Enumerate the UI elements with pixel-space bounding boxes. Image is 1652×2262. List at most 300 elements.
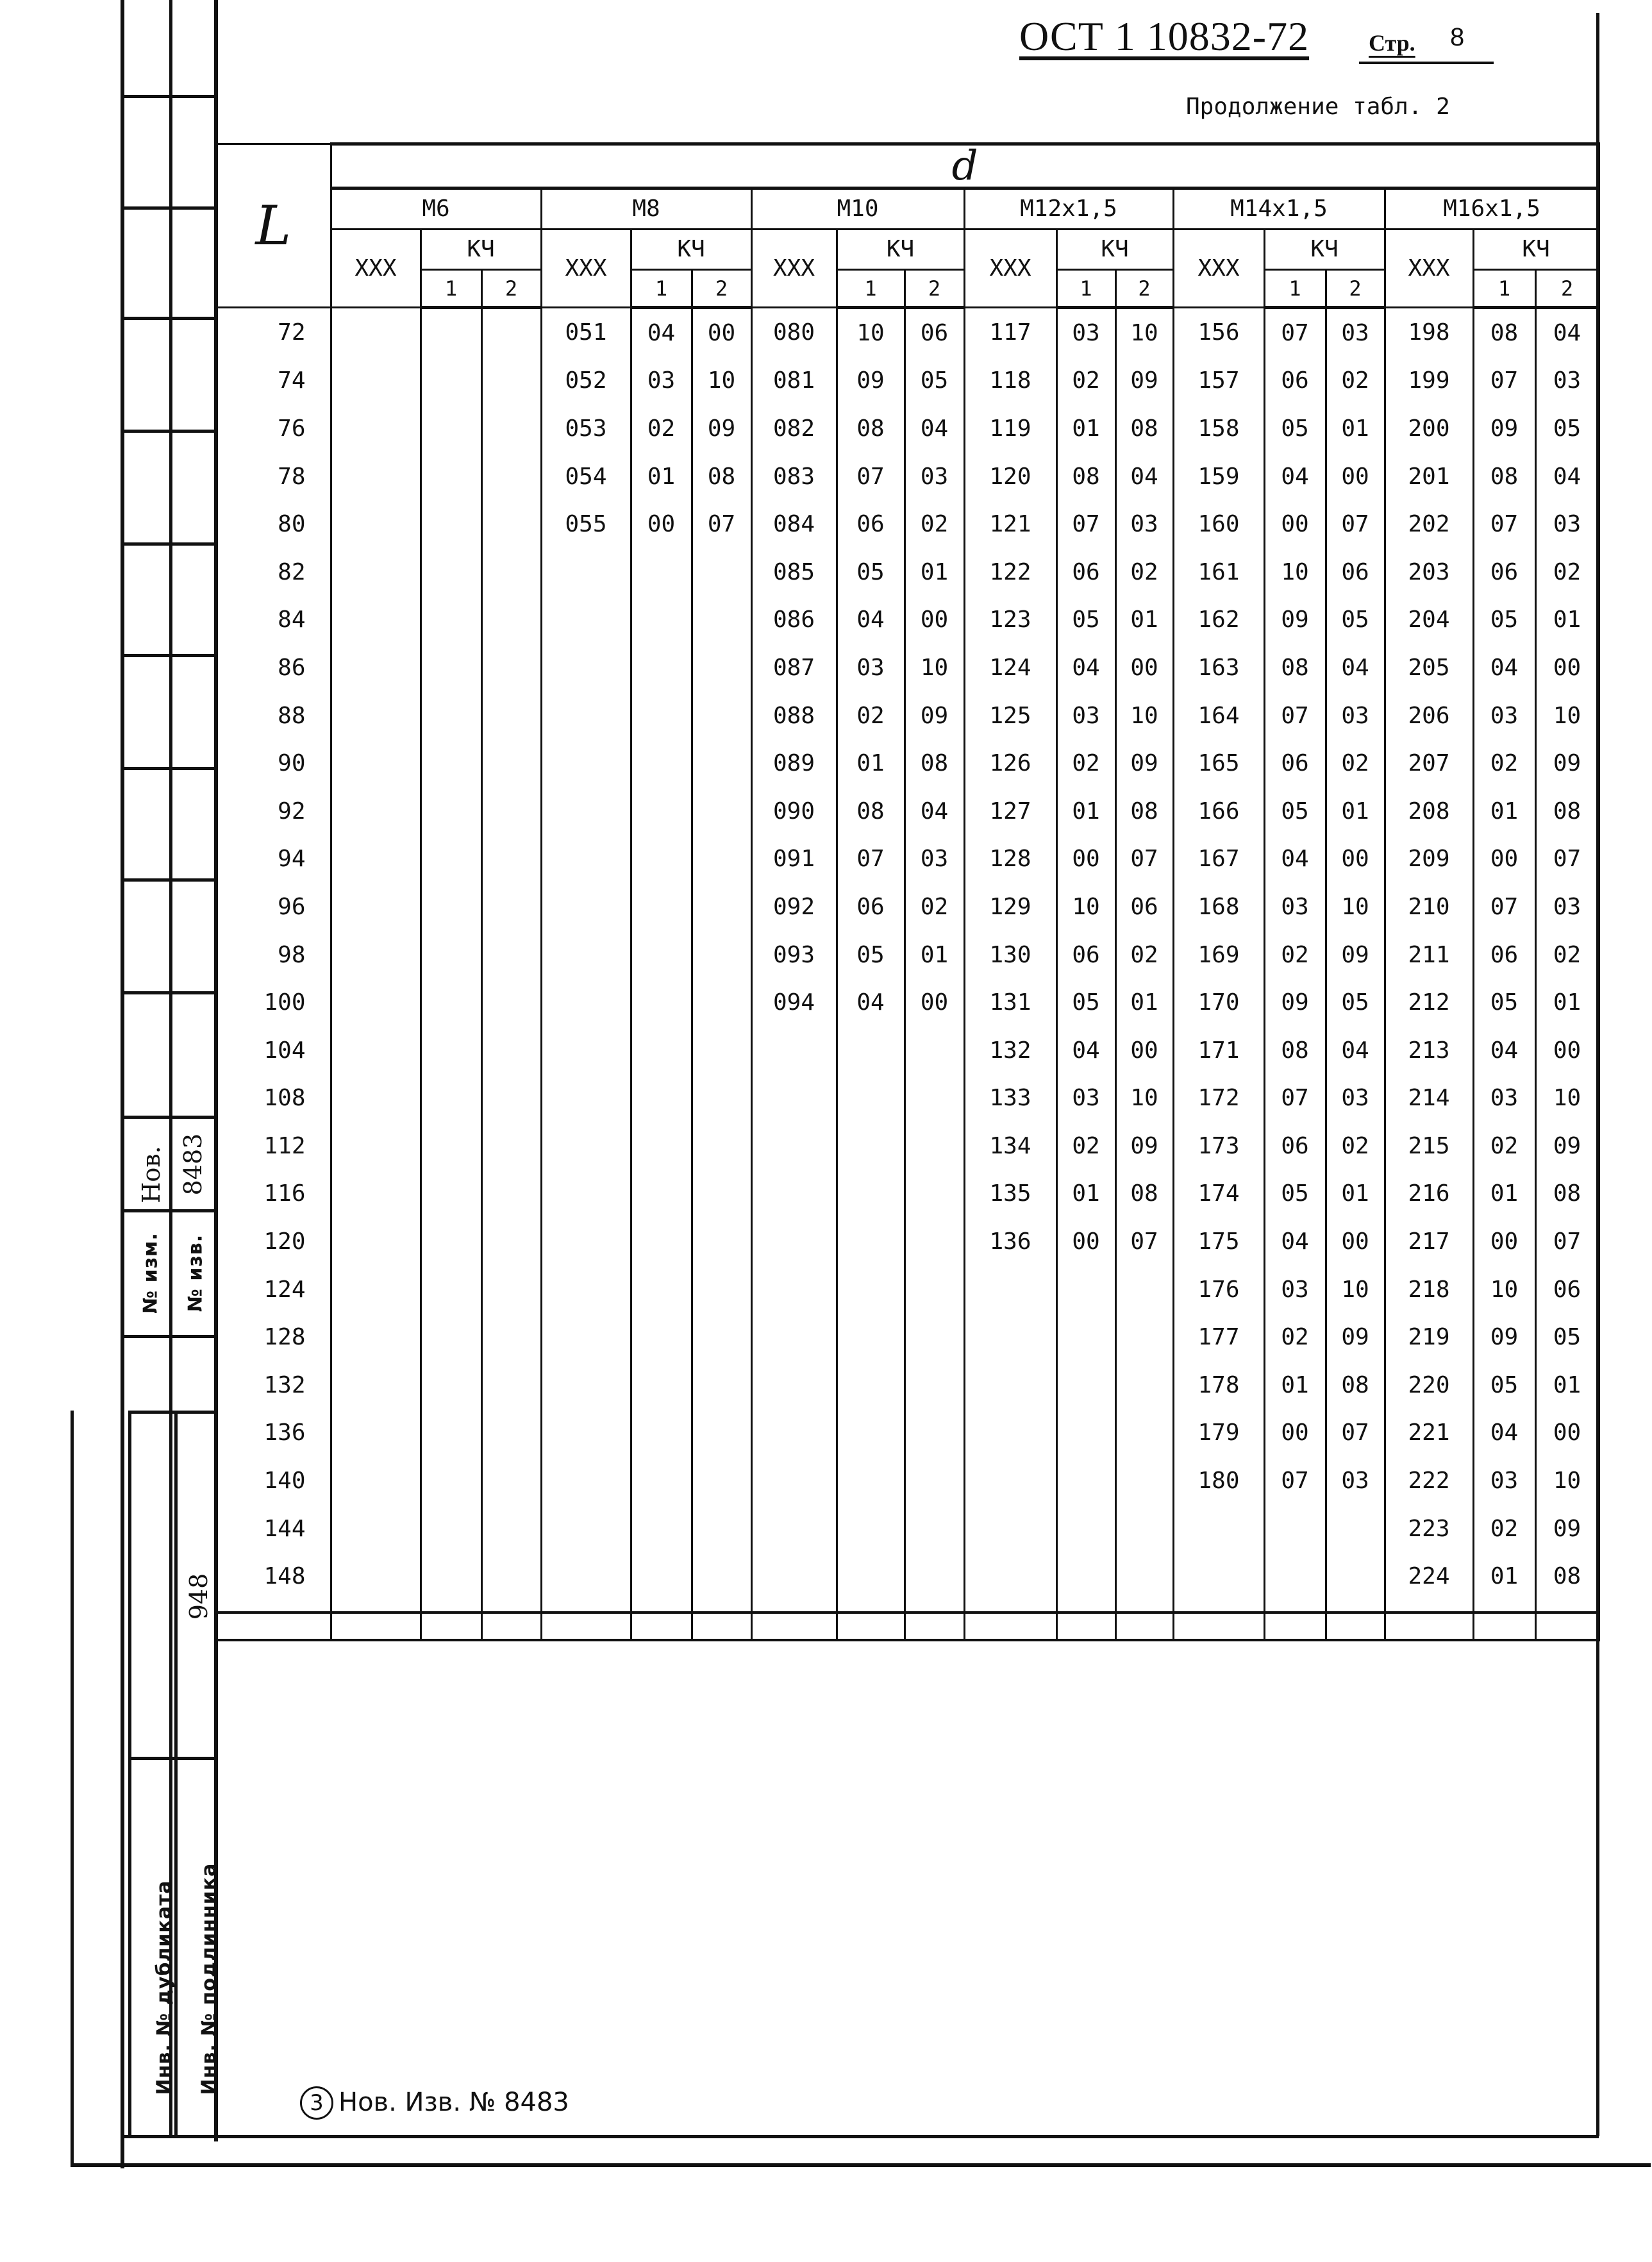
kch2-cell: 06 xyxy=(1115,883,1173,931)
kch1-cell: 04 xyxy=(1473,1026,1535,1075)
kch2-cell xyxy=(1115,1361,1173,1409)
kch1-cell: 06 xyxy=(1264,739,1326,787)
xxx-cell xyxy=(541,1218,631,1266)
kch1-cell: 08 xyxy=(837,787,905,835)
kch2-cell: 02 xyxy=(1115,931,1173,979)
margin-tick xyxy=(121,767,217,770)
kch2-cell: 01 xyxy=(905,548,964,596)
kch2-cell: 01 xyxy=(1115,596,1173,644)
kch1-cell: 03 xyxy=(1473,692,1535,740)
kch2-cell xyxy=(692,931,751,979)
xxx-cell: 054 xyxy=(541,453,631,501)
kch2-cell: 02 xyxy=(1326,1122,1385,1170)
xxx-cell: 134 xyxy=(964,1122,1056,1170)
kch1-cell: 09 xyxy=(837,357,905,405)
revision-note: Нов. Изв. № 8483 xyxy=(338,2088,569,2117)
kch2-cell: 10 xyxy=(1535,1075,1599,1123)
xxx-cell: 200 xyxy=(1385,405,1473,453)
kch2-cell: 00 xyxy=(1535,1026,1599,1075)
margin-box-sep xyxy=(128,1757,218,1760)
kch2-cell: 04 xyxy=(1115,453,1173,501)
kch2-cell: 00 xyxy=(905,596,964,644)
xxx-cell xyxy=(541,596,631,644)
kch2-cell: 00 xyxy=(1535,1409,1599,1457)
table-row xyxy=(217,596,1599,644)
xxx-cell xyxy=(331,1505,421,1553)
kch2-cell xyxy=(905,1026,964,1075)
kch2-cell: 06 xyxy=(1326,548,1385,596)
revision-circle-icon: 3 xyxy=(300,2086,333,2120)
kch2-cell: 10 xyxy=(1326,883,1385,931)
kch2-cell: 01 xyxy=(1326,787,1385,835)
xxx-cell xyxy=(751,1218,837,1266)
xxx-cell: 206 xyxy=(1385,692,1473,740)
xxx-cell: 119 xyxy=(964,405,1056,453)
kch1-cell: 07 xyxy=(1473,500,1535,548)
kch1-cell xyxy=(631,835,692,884)
xxx-cell: 165 xyxy=(1173,739,1264,787)
xxx-cell: 216 xyxy=(1385,1170,1473,1218)
kch2-cell xyxy=(1115,1266,1173,1314)
xxx-cell xyxy=(751,1026,837,1075)
kch2-cell: 03 xyxy=(1326,1457,1385,1505)
xxx-cell: 131 xyxy=(964,978,1056,1026)
kch2-cell xyxy=(481,596,541,644)
xxx-cell xyxy=(331,1313,421,1361)
table-row xyxy=(217,739,1599,787)
kch2-cell: 02 xyxy=(1326,357,1385,405)
xxx-cell xyxy=(541,883,631,931)
kch-col-1: 1 xyxy=(1473,270,1535,308)
kch2-cell: 04 xyxy=(905,405,964,453)
kch2-cell xyxy=(692,739,751,787)
xxx-cell xyxy=(751,1552,837,1600)
kch1-cell xyxy=(1056,1266,1115,1314)
xxx-cell: 123 xyxy=(964,596,1056,644)
kch2-cell xyxy=(905,1075,964,1123)
xxx-cell xyxy=(751,1361,837,1409)
size-header: M10 xyxy=(751,188,964,230)
xxx-cell: 055 xyxy=(541,500,631,548)
kch1-cell xyxy=(631,1122,692,1170)
kch2-cell xyxy=(481,1075,541,1123)
length-cell: 90 xyxy=(217,739,331,787)
kch2-cell xyxy=(905,1170,964,1218)
xxx-cell: 171 xyxy=(1173,1026,1264,1075)
kch1-cell: 01 xyxy=(1473,1552,1535,1600)
kch1-cell: 08 xyxy=(1264,644,1326,692)
xxx-cell: 215 xyxy=(1385,1122,1473,1170)
xxx-cell xyxy=(331,1361,421,1409)
kch2-cell: 08 xyxy=(1115,787,1173,835)
length-cell: 98 xyxy=(217,931,331,979)
kch1-cell: 09 xyxy=(1264,978,1326,1026)
kch2-cell: 00 xyxy=(905,978,964,1026)
kch1-cell: 06 xyxy=(1056,548,1115,596)
xxx-cell: 203 xyxy=(1385,548,1473,596)
kch1-cell xyxy=(421,644,481,692)
kch2-cell: 10 xyxy=(1115,308,1173,357)
xxx-cell: 180 xyxy=(1173,1457,1264,1505)
xxx-cell: 157 xyxy=(1173,357,1264,405)
xxx-cell xyxy=(331,308,421,357)
table-row xyxy=(217,1122,1599,1170)
kch1-cell: 09 xyxy=(1473,405,1535,453)
xxx-cell: 176 xyxy=(1173,1266,1264,1314)
kch1-cell xyxy=(421,1122,481,1170)
kch2-cell xyxy=(481,739,541,787)
kch1-cell xyxy=(1056,1552,1115,1600)
kch1-cell xyxy=(837,1266,905,1314)
xxx-cell: 118 xyxy=(964,357,1056,405)
kch2-cell: 03 xyxy=(1326,692,1385,740)
xxx-cell xyxy=(541,1457,631,1505)
margin-box-left xyxy=(128,1411,131,2135)
kch1-cell xyxy=(837,1361,905,1409)
kch2-cell xyxy=(481,1026,541,1075)
length-cell: 92 xyxy=(217,787,331,835)
kch2-cell: 01 xyxy=(1535,596,1599,644)
kch2-cell xyxy=(692,1361,751,1409)
size-header: M12x1,5 xyxy=(964,188,1173,230)
size-header: M6 xyxy=(331,188,541,230)
kch2-cell: 07 xyxy=(1326,500,1385,548)
margin-tick xyxy=(121,95,217,98)
kch1-cell: 08 xyxy=(837,405,905,453)
kch-col-1: 1 xyxy=(421,270,481,308)
kch2-cell: 09 xyxy=(692,405,751,453)
xxx-cell xyxy=(331,1409,421,1457)
xxx-cell: 201 xyxy=(1385,453,1473,501)
table-row xyxy=(217,1170,1599,1218)
filler-cell xyxy=(905,1600,964,1640)
kch2-cell: 05 xyxy=(1326,978,1385,1026)
xxx-cell: 088 xyxy=(751,692,837,740)
kch1-cell xyxy=(421,883,481,931)
kch2-cell: 01 xyxy=(1326,1170,1385,1218)
table-row xyxy=(217,500,1599,548)
margin-tick xyxy=(121,878,217,882)
page-label: Стр. xyxy=(1369,30,1415,56)
xxx-cell xyxy=(541,1552,631,1600)
kch2-cell xyxy=(692,596,751,644)
kch2-cell: 01 xyxy=(1115,978,1173,1026)
kch2-cell xyxy=(905,1266,964,1314)
xxx-cell xyxy=(331,978,421,1026)
kch2-cell xyxy=(692,1552,751,1600)
kch1-cell: 02 xyxy=(631,405,692,453)
xxx-cell xyxy=(331,596,421,644)
kch2-cell: 00 xyxy=(1115,644,1173,692)
xxx-cell xyxy=(331,500,421,548)
length-cell: 94 xyxy=(217,835,331,884)
table-row xyxy=(217,1361,1599,1409)
kch2-cell: 07 xyxy=(1535,1218,1599,1266)
xxx-cell xyxy=(1173,1552,1264,1600)
kch2-cell xyxy=(481,500,541,548)
xxx-cell xyxy=(751,1075,837,1123)
kch1-cell xyxy=(421,596,481,644)
kch1-cell: 10 xyxy=(837,308,905,357)
kch2-cell xyxy=(481,1457,541,1505)
length-cell: 116 xyxy=(217,1170,331,1218)
kch1-cell: 07 xyxy=(837,453,905,501)
kch2-cell: 03 xyxy=(1535,500,1599,548)
xxx-cell xyxy=(1173,1505,1264,1553)
xxx-cell xyxy=(751,1505,837,1553)
length-cell: 78 xyxy=(217,453,331,501)
kch1-cell: 09 xyxy=(1473,1313,1535,1361)
kch2-cell: 07 xyxy=(1115,1218,1173,1266)
kch1-cell: 01 xyxy=(1056,1170,1115,1218)
kch1-cell: 04 xyxy=(1473,1409,1535,1457)
xxx-cell xyxy=(331,692,421,740)
row-header-L: L xyxy=(217,144,331,308)
new-label-stamp: Нов. xyxy=(137,1146,165,1203)
kch-col-2: 2 xyxy=(1535,270,1599,308)
filler-cell xyxy=(964,1600,1056,1640)
xxx-cell: 177 xyxy=(1173,1313,1264,1361)
xxx-cell xyxy=(541,644,631,692)
xxx-cell: 163 xyxy=(1173,644,1264,692)
xxx-cell: 053 xyxy=(541,405,631,453)
kch2-cell xyxy=(481,453,541,501)
kch1-cell: 02 xyxy=(1056,739,1115,787)
kch1-cell xyxy=(1056,1505,1115,1553)
kch2-cell: 05 xyxy=(1535,405,1599,453)
kch2-cell: 08 xyxy=(905,739,964,787)
xxx-cell xyxy=(964,1266,1056,1314)
table-body xyxy=(217,308,1599,1641)
xxx-cell: 205 xyxy=(1385,644,1473,692)
xxx-cell xyxy=(751,1313,837,1361)
xxx-cell xyxy=(331,1266,421,1314)
kch2-cell: 10 xyxy=(1535,692,1599,740)
xxx-cell: 089 xyxy=(751,739,837,787)
kch1-cell: 00 xyxy=(1264,500,1326,548)
duplicate-inventory-stamp: Инв. № дубликата xyxy=(153,1880,176,2095)
kch1-cell xyxy=(631,692,692,740)
kch-header: КЧ xyxy=(631,230,751,270)
filler-cell xyxy=(1056,1600,1115,1640)
kch2-cell xyxy=(481,405,541,453)
kch2-cell: 09 xyxy=(1535,1505,1599,1553)
length-cell: 132 xyxy=(217,1361,331,1409)
xxx-cell: 091 xyxy=(751,835,837,884)
kch2-cell xyxy=(481,883,541,931)
xxx-header: XXX xyxy=(1173,230,1264,308)
kch2-cell xyxy=(692,1409,751,1457)
kch2-cell xyxy=(481,548,541,596)
table-row xyxy=(217,1075,1599,1123)
kch1-cell: 02 xyxy=(1473,1122,1535,1170)
izm-number-stamp: № изм. xyxy=(139,1232,162,1314)
xxx-cell xyxy=(541,548,631,596)
kch2-cell: 09 xyxy=(1115,739,1173,787)
kch1-cell: 05 xyxy=(1473,1361,1535,1409)
xxx-cell: 161 xyxy=(1173,548,1264,596)
kch2-cell: 00 xyxy=(1535,644,1599,692)
kch1-cell: 00 xyxy=(1264,1409,1326,1457)
kch2-cell xyxy=(905,1457,964,1505)
kch2-cell xyxy=(692,1505,751,1553)
xxx-cell: 092 xyxy=(751,883,837,931)
filler-cell xyxy=(541,1600,631,1640)
kch2-cell: 04 xyxy=(1535,308,1599,357)
kch2-cell: 09 xyxy=(1115,1122,1173,1170)
kch-col-1: 1 xyxy=(1056,270,1115,308)
kch1-cell: 05 xyxy=(1264,1170,1326,1218)
kch1-cell: 03 xyxy=(1473,1457,1535,1505)
kch1-cell xyxy=(421,1026,481,1075)
kch2-cell: 10 xyxy=(1326,1266,1385,1314)
inner-bottom-border xyxy=(124,2135,1599,2138)
kch2-cell xyxy=(481,1218,541,1266)
kch1-cell xyxy=(421,357,481,405)
kch2-cell: 09 xyxy=(905,692,964,740)
xxx-cell xyxy=(331,931,421,979)
table-row xyxy=(217,644,1599,692)
xxx-header: XXX xyxy=(751,230,837,308)
xxx-cell: 120 xyxy=(964,453,1056,501)
xxx-cell xyxy=(964,1457,1056,1505)
kch2-cell xyxy=(481,1313,541,1361)
kch1-cell xyxy=(837,1457,905,1505)
kch2-cell xyxy=(481,978,541,1026)
kch2-cell xyxy=(905,1409,964,1457)
kch-col-2: 2 xyxy=(1326,270,1385,308)
kch1-cell: 08 xyxy=(1473,308,1535,357)
kch2-cell: 02 xyxy=(1115,548,1173,596)
kch1-cell: 01 xyxy=(631,453,692,501)
xxx-cell: 160 xyxy=(1173,500,1264,548)
xxx-cell: 133 xyxy=(964,1075,1056,1123)
xxx-cell: 211 xyxy=(1385,931,1473,979)
kch1-cell: 07 xyxy=(1264,1075,1326,1123)
xxx-cell xyxy=(331,644,421,692)
kch1-cell: 05 xyxy=(1056,596,1115,644)
kch2-cell xyxy=(1115,1505,1173,1553)
kch1-cell: 03 xyxy=(1473,1075,1535,1123)
length-cell: 112 xyxy=(217,1122,331,1170)
xxx-cell xyxy=(331,1026,421,1075)
table-row xyxy=(217,453,1599,501)
kch2-cell: 03 xyxy=(1535,883,1599,931)
kch1-cell xyxy=(837,1505,905,1553)
table-row xyxy=(217,308,1599,357)
kch2-cell: 01 xyxy=(1326,405,1385,453)
xxx-cell: 168 xyxy=(1173,883,1264,931)
xxx-cell xyxy=(541,931,631,979)
kch1-cell: 06 xyxy=(1264,357,1326,405)
xxx-cell xyxy=(331,835,421,884)
kch2-cell xyxy=(481,692,541,740)
xxx-cell: 128 xyxy=(964,835,1056,884)
kch2-cell xyxy=(481,1361,541,1409)
kch1-cell: 05 xyxy=(1473,978,1535,1026)
xxx-cell xyxy=(541,1505,631,1553)
filler-cell xyxy=(1173,1600,1264,1640)
kch1-cell: 08 xyxy=(1056,453,1115,501)
kch2-cell: 04 xyxy=(1326,1026,1385,1075)
kch1-cell: 02 xyxy=(1056,357,1115,405)
xxx-cell xyxy=(964,1552,1056,1600)
kch1-cell: 04 xyxy=(631,308,692,357)
xxx-cell: 122 xyxy=(964,548,1056,596)
kch1-cell: 02 xyxy=(1264,1313,1326,1361)
kch1-cell: 06 xyxy=(837,883,905,931)
xxx-cell xyxy=(751,1266,837,1314)
xxx-cell: 167 xyxy=(1173,835,1264,884)
table-row xyxy=(217,931,1599,979)
xxx-cell: 086 xyxy=(751,596,837,644)
kch1-cell xyxy=(837,1075,905,1123)
xxx-cell xyxy=(541,835,631,884)
table-bottom-rule xyxy=(217,1611,1599,1614)
kch1-cell: 07 xyxy=(1264,308,1326,357)
kch2-cell xyxy=(692,978,751,1026)
kch2-cell xyxy=(692,1218,751,1266)
xxx-cell: 210 xyxy=(1385,883,1473,931)
kch2-cell: 05 xyxy=(905,357,964,405)
xxx-cell: 121 xyxy=(964,500,1056,548)
izv-number-stamp: № изв. xyxy=(184,1234,207,1312)
kch-col-1: 1 xyxy=(1264,270,1326,308)
kch2-cell: 09 xyxy=(1535,739,1599,787)
xxx-cell: 132 xyxy=(964,1026,1056,1075)
kch1-cell xyxy=(837,1409,905,1457)
xxx-cell: 124 xyxy=(964,644,1056,692)
kch1-cell: 04 xyxy=(837,978,905,1026)
filler-cell xyxy=(331,1600,421,1640)
xxx-cell xyxy=(331,405,421,453)
kch1-cell xyxy=(421,308,481,357)
kch2-cell: 00 xyxy=(1326,453,1385,501)
xxx-cell: 164 xyxy=(1173,692,1264,740)
xxx-cell: 125 xyxy=(964,692,1056,740)
xxx-cell: 051 xyxy=(541,308,631,357)
kch1-cell: 03 xyxy=(1056,1075,1115,1123)
xxx-cell: 175 xyxy=(1173,1218,1264,1266)
length-cell: 80 xyxy=(217,500,331,548)
kch1-cell: 02 xyxy=(1264,931,1326,979)
kch1-cell xyxy=(631,1361,692,1409)
length-cell: 76 xyxy=(217,405,331,453)
length-cell: 108 xyxy=(217,1075,331,1123)
length-cell: 74 xyxy=(217,357,331,405)
kch1-cell xyxy=(631,1505,692,1553)
kch1-cell: 04 xyxy=(1264,835,1326,884)
xxx-cell: 170 xyxy=(1173,978,1264,1026)
table-row xyxy=(217,548,1599,596)
xxx-cell: 094 xyxy=(751,978,837,1026)
kch-header: КЧ xyxy=(1056,230,1173,270)
kch1-cell xyxy=(631,596,692,644)
length-cell: 144 xyxy=(217,1505,331,1553)
kch2-cell xyxy=(692,1266,751,1314)
kch2-cell xyxy=(692,1457,751,1505)
kch2-cell xyxy=(1326,1552,1385,1600)
xxx-cell xyxy=(331,548,421,596)
kch2-cell xyxy=(481,1409,541,1457)
xxx-cell: 217 xyxy=(1385,1218,1473,1266)
xxx-cell xyxy=(541,1075,631,1123)
kch1-cell: 04 xyxy=(1056,1026,1115,1075)
xxx-cell: 162 xyxy=(1173,596,1264,644)
xxx-header: XXX xyxy=(964,230,1056,308)
kch1-cell: 07 xyxy=(1264,1457,1326,1505)
margin-box-top xyxy=(128,1411,218,1414)
